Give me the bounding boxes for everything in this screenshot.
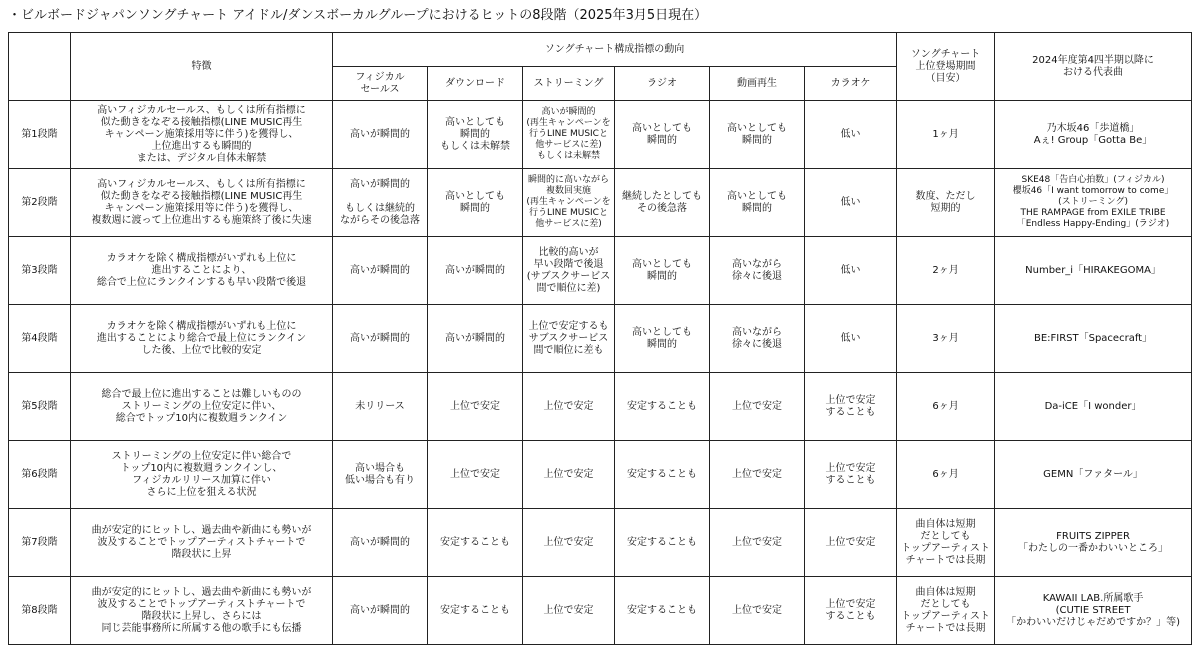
songs-cell: SKE48「告白心拍数」(フィジカル) 櫻坂46「I want tomorrow to come」 (ストリーミング) THE RAMPAGE from EXILE TRIBE 「Endless Happy-Ending」(ラジオ)	[995, 169, 1192, 237]
streaming-cell: 上位で安定	[523, 373, 615, 441]
songs-cell: 乃木坂46「歩道橋」 Aぇ! Group「Gotta Be」	[995, 101, 1192, 169]
stage-cell: 第5段階	[9, 373, 71, 441]
karaoke-cell: 低い	[805, 305, 897, 373]
table-row	[9, 373, 1192, 441]
karaoke-cell: 上位で安定 することも	[805, 373, 897, 441]
streaming-cell: 上位で安定	[523, 509, 615, 577]
songs-cell: Number_i「HIRAKEGOMA」	[995, 237, 1192, 305]
video-cell: 高いとしても 瞬間的	[710, 101, 805, 169]
physical-cell: 高いが瞬間的	[333, 237, 428, 305]
table-row	[9, 441, 1192, 509]
feature-cell: 高いフィジカルセールス、もしくは所有指標に 似た動きをなぞる接触指標(LINE MUSIC再生 キャンペーン施策採用等に伴う)を獲得し、 上位進出するも瞬間的 または、デジタル自体未解禁	[71, 101, 333, 169]
feature-cell: 高いフィジカルセールス、もしくは所有指標に 似た動きをなぞる接触指標(LINE MUSIC再生 キャンペーン施策採用等に伴う)を獲得し、 複数週に渡って上位進出するも施策終了後に失速	[71, 169, 333, 237]
hit-stages-table	[8, 32, 1192, 645]
download-cell: 安定することも	[428, 577, 523, 645]
period-cell: 6ヶ月	[897, 373, 995, 441]
table-row	[9, 101, 1192, 169]
stage-cell: 第1段階	[9, 101, 71, 169]
download-cell: 安定することも	[428, 509, 523, 577]
feature-cell: カラオケを除く構成指標がいずれも上位に 進出することにより総合で最上位にランクイン した後、上位で比較的安定	[71, 305, 333, 373]
video-cell: 高いながら 徐々に後退	[710, 305, 805, 373]
karaoke-cell: 低い	[805, 237, 897, 305]
download-cell: 高いとしても 瞬間的 もしくは未解禁	[428, 101, 523, 169]
period-cell: 2ヶ月	[897, 237, 995, 305]
physical-cell: 高いが瞬間的	[333, 305, 428, 373]
download-cell: 上位で安定	[428, 441, 523, 509]
feature-cell: 曲が安定的にヒットし、過去曲や新曲にも勢いが 波及することでトップアーティストチャートで 階段状に上昇	[71, 509, 333, 577]
header-indicators: ソングチャート構成指標の動向	[333, 33, 897, 67]
physical-cell: 高いが瞬間的 もしくは継続的 ながらその後急落	[333, 169, 428, 237]
songs-cell: Da-iCE「I wonder」	[995, 373, 1192, 441]
physical-cell: 高い場合も 低い場合も有り	[333, 441, 428, 509]
songs-cell: FRUITS ZIPPER 「わたしの一番かわいいところ」	[995, 509, 1192, 577]
streaming-cell: 上位で安定するも サブスクサービス 間で順位に差も	[523, 305, 615, 373]
physical-cell: 高いが瞬間的	[333, 509, 428, 577]
radio-cell: 高いとしても 瞬間的	[615, 237, 710, 305]
stage-cell: 第2段階	[9, 169, 71, 237]
songs-cell: BE:FIRST「Spacecraft」	[995, 305, 1192, 373]
table-row	[9, 509, 1192, 577]
stage-cell: 第6段階	[9, 441, 71, 509]
table-row	[9, 237, 1192, 305]
video-cell: 上位で安定	[710, 509, 805, 577]
streaming-cell: 高いが瞬間的 (再生キャンペーンを 行うLINE MUSICと 他サービスに差) もしくは未解禁	[523, 101, 615, 169]
feature-cell: 曲が安定的にヒットし、過去曲や新曲にも勢いが 波及することでトップアーティストチャートで 階段状に上昇し、さらには 同じ芸能事務所に所属する他の歌手にも伝播	[71, 577, 333, 645]
header-download: ダウンロード	[428, 67, 523, 101]
stage-cell: 第3段階	[9, 237, 71, 305]
stage-cell: 第4段階	[9, 305, 71, 373]
download-cell: 高いが瞬間的	[428, 237, 523, 305]
stage-cell: 第8段階	[9, 577, 71, 645]
video-cell: 上位で安定	[710, 373, 805, 441]
karaoke-cell: 上位で安定 することも	[805, 441, 897, 509]
header-songs: 2024年度第4四半期以降に おける代表曲	[995, 33, 1192, 101]
page-title: ・ビルボードジャパンソングチャート アイドル/ダンスボーカルグループにおけるヒットの8段階（2025年3月5日現在）	[8, 8, 708, 23]
physical-cell: 未リリース	[333, 373, 428, 441]
radio-cell: 安定することも	[615, 373, 710, 441]
physical-cell: 高いが瞬間的	[333, 577, 428, 645]
karaoke-cell: 上位で安定 することも	[805, 577, 897, 645]
period-cell: 曲自体は短期 だとしても トップアーティスト チャートでは長期	[897, 509, 995, 577]
header-karaoke: カラオケ	[805, 67, 897, 101]
streaming-cell: 比較的高いが 早い段階で後退 (サブスクサービス 間で順位に差)	[523, 237, 615, 305]
physical-cell: 高いが瞬間的	[333, 101, 428, 169]
video-cell: 高いながら 徐々に後退	[710, 237, 805, 305]
video-cell: 上位で安定	[710, 441, 805, 509]
header-physical: フィジカル セールス	[333, 67, 428, 101]
karaoke-cell: 上位で安定	[805, 509, 897, 577]
download-cell: 高いが瞬間的	[428, 305, 523, 373]
streaming-cell: 瞬間的に高いながら 複数回実施 (再生キャンペーンを 行うLINE MUSICと 他サービスに差)	[523, 169, 615, 237]
download-cell: 上位で安定	[428, 373, 523, 441]
video-cell: 上位で安定	[710, 577, 805, 645]
radio-cell: 高いとしても 瞬間的	[615, 305, 710, 373]
radio-cell: 継続したとしても その後急落	[615, 169, 710, 237]
header-feature: 特徴	[71, 33, 333, 101]
period-cell: 数度、ただし 短期的	[897, 169, 995, 237]
feature-cell: 総合で最上位に進出することは難しいものの ストリーミングの上位安定に伴い、 総合でトップ10内に複数週ランクイン	[71, 373, 333, 441]
stage-cell: 第7段階	[9, 509, 71, 577]
header-stage	[9, 33, 71, 101]
header-streaming: ストリーミング	[523, 67, 615, 101]
streaming-cell: 上位で安定	[523, 441, 615, 509]
table-row	[9, 169, 1192, 237]
streaming-cell: 上位で安定	[523, 577, 615, 645]
karaoke-cell: 低い	[805, 101, 897, 169]
header-period: ソングチャート 上位登場期間 （目安）	[897, 33, 995, 101]
radio-cell: 高いとしても 瞬間的	[615, 101, 710, 169]
table-row	[9, 305, 1192, 373]
songs-cell: GEMN「ファタール」	[995, 441, 1192, 509]
period-cell: 曲自体は短期 だとしても トップアーティスト チャートでは長期	[897, 577, 995, 645]
songs-cell: KAWAII LAB.所属歌手 (CUTIE STREET 「かわいいだけじゃだめですか？」等)	[995, 577, 1192, 645]
feature-cell: カラオケを除く構成指標がいずれも上位に 進出することにより、 総合で上位にランクインするも早い段階で後退	[71, 237, 333, 305]
radio-cell: 安定することも	[615, 441, 710, 509]
header-video: 動画再生	[710, 67, 805, 101]
video-cell: 高いとしても 瞬間的	[710, 169, 805, 237]
radio-cell: 安定することも	[615, 577, 710, 645]
period-cell: 1ヶ月	[897, 101, 995, 169]
download-cell: 高いとしても 瞬間的	[428, 169, 523, 237]
header-radio: ラジオ	[615, 67, 710, 101]
karaoke-cell: 低い	[805, 169, 897, 237]
radio-cell: 安定することも	[615, 509, 710, 577]
feature-cell: ストリーミングの上位安定に伴い総合で トップ10内に複数週ランクインし、 フィジカルリリース加算に伴い さらに上位を狙える状況	[71, 441, 333, 509]
period-cell: 6ヶ月	[897, 441, 995, 509]
table-row	[9, 577, 1192, 645]
period-cell: 3ヶ月	[897, 305, 995, 373]
